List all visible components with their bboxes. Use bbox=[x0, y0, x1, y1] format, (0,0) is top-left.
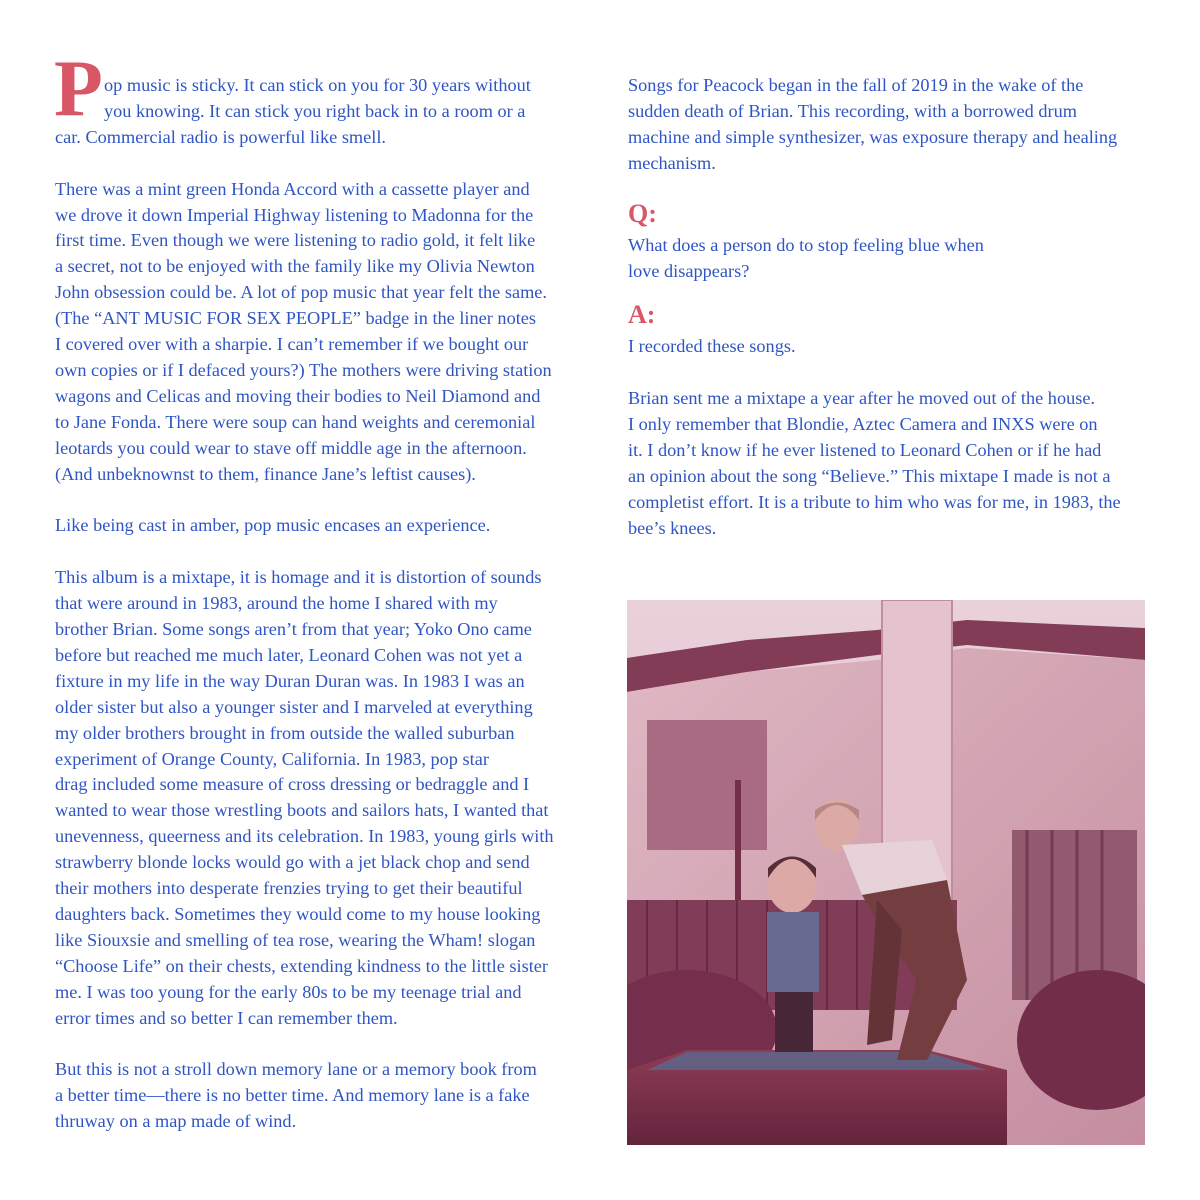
text-line: to Jane Fonda. There were soup can hand weights and ceremonial bbox=[55, 411, 536, 432]
paragraph-honda bbox=[55, 177, 585, 488]
answer-text bbox=[628, 334, 1148, 360]
right-column bbox=[628, 73, 1148, 542]
text-line: What does a person do to stop feeling blue when bbox=[628, 234, 984, 255]
text-line: older sister but also a younger sister and I marveled at everything bbox=[55, 696, 533, 717]
family-photo bbox=[627, 600, 1145, 1145]
paragraph-memory-lane bbox=[55, 1057, 585, 1135]
text-line: bee’s knees. bbox=[628, 517, 717, 538]
text-line: we drove it down Imperial Highway listening to Madonna for the bbox=[55, 204, 534, 225]
text-line: sudden death of Brian. This recording, with a borrowed drum bbox=[628, 100, 1077, 121]
text-line: me. I was too young for the early 80s to be my teenage trial and bbox=[55, 981, 522, 1002]
text-line: I only remember that Blondie, Aztec Camera and INXS were on bbox=[628, 414, 1098, 435]
text-line: an opinion about the song “Believe.” This mixtape I made is not a bbox=[628, 465, 1111, 486]
text-line: completist effort. It is a tribute to him who was for me, in 1983, the bbox=[628, 491, 1121, 512]
text-line: John obsession could be. A lot of pop music that year felt the same. bbox=[55, 282, 547, 303]
text-line: love disappears? bbox=[628, 260, 750, 281]
text-line: “Choose Life” on their chests, extending kindness to the little sister bbox=[55, 955, 548, 976]
text-line: that were around in 1983, around the home I shared with my bbox=[55, 593, 498, 614]
text-line: op music is sticky. It can stick on you for 30 years without bbox=[104, 75, 531, 95]
answer-label: A: bbox=[628, 300, 656, 330]
text-line: first time. Even though we were listening to radio gold, it felt like bbox=[55, 230, 536, 251]
text-line: Brian sent me a mixtape a year after he moved out of the house. bbox=[628, 388, 1096, 409]
text-line: my older brothers brought in from outside the walled suburban bbox=[55, 722, 515, 743]
text-line: mechanism. bbox=[628, 152, 716, 173]
text-line: wanted to wear those wrestling boots and sailors hats, I wanted that bbox=[55, 800, 549, 821]
text-line: you knowing. It can stick you right back in to a room or a bbox=[104, 100, 526, 121]
text-line: I covered over with a sharpie. I can’t remember if we bought our bbox=[55, 334, 529, 355]
text-line: There was a mint green Honda Accord with a cassette player and bbox=[55, 178, 530, 199]
text-line: thruway on a map made of wind. bbox=[55, 1111, 297, 1132]
text-line: Songs for Peacock began in the fall of 2019 in the wake of the bbox=[628, 75, 1084, 95]
text-line: wagons and Celicas and moving their bodies to Neil Diamond and bbox=[55, 385, 541, 406]
text-line: car. Commercial radio is powerful like smell. bbox=[55, 126, 386, 147]
text-line: (And unbeknownst to them, finance Jane’s leftist causes). bbox=[55, 463, 476, 484]
text-line: drag included some measure of cross dressing or bedraggle and I bbox=[55, 774, 530, 795]
text-line: a better time—there is no better time. And memory lane is a fake bbox=[55, 1085, 530, 1106]
intro-paragraph bbox=[54, 45, 585, 151]
text-line: (The “ANT MUSIC FOR SEX PEOPLE” badge in the liner notes bbox=[55, 308, 537, 329]
text-line: leotards you could wear to stave off middle age in the afternoon. bbox=[55, 437, 527, 458]
question-text bbox=[628, 233, 1148, 285]
text-line: I recorded these songs. bbox=[628, 336, 796, 357]
text-line: a secret, not to be enjoyed with the family like my Olivia Newton bbox=[55, 256, 535, 277]
text-line: error times and so better I can remember them. bbox=[55, 1007, 398, 1028]
answer-block bbox=[628, 302, 1148, 360]
text-line: fixture in my life in the way Duran Duran was. In 1983 I was an bbox=[55, 670, 525, 691]
text-line: strawberry blonde locks would go with a jet black chop and send bbox=[55, 852, 530, 873]
text-line: But this is not a stroll down memory lane or a memory book from bbox=[55, 1059, 537, 1080]
text-line: their mothers into desperate frenzies trying to get their beautiful bbox=[55, 878, 523, 899]
text-line: Like being cast in amber, pop music encases an experience. bbox=[55, 515, 491, 536]
text-line: own copies or if I defaced yours?) The mothers were driving station bbox=[55, 359, 552, 380]
text-line: like Siouxsie and smelling of tea rose, wearing the Wham! slogan bbox=[55, 929, 536, 950]
text-line: machine and simple synthesizer, was exposure therapy and healing bbox=[628, 126, 1118, 147]
paragraph-amber bbox=[55, 513, 585, 539]
text-line: This album is a mixtape, it is homage and it is distortion of sounds bbox=[55, 567, 542, 588]
question-label: Q: bbox=[628, 198, 657, 228]
paragraph-brian-mixtape bbox=[628, 386, 1148, 541]
text-line: daughters back. Sometimes they would come to my house looking bbox=[55, 903, 541, 924]
paragraph-mixtape bbox=[55, 565, 585, 1031]
left-column bbox=[54, 45, 585, 1135]
text-line: brother Brian. Some songs aren’t from that year; Yoko Ono came bbox=[55, 618, 532, 639]
text-line: before but reached me much later, Leonard Cohen was not yet a bbox=[55, 644, 523, 665]
drop-cap: P bbox=[54, 45, 103, 133]
question-block bbox=[628, 198, 1148, 285]
paragraph-songs-for-peacock bbox=[628, 73, 1148, 177]
text-line: it. I don’t know if he ever listened to Leonard Cohen or if he had bbox=[628, 440, 1102, 461]
text-line: experiment of Orange County, California. In 1983, pop star bbox=[55, 748, 489, 769]
text-line: unevenness, queerness and its celebration. In 1983, young girls with bbox=[55, 826, 554, 847]
